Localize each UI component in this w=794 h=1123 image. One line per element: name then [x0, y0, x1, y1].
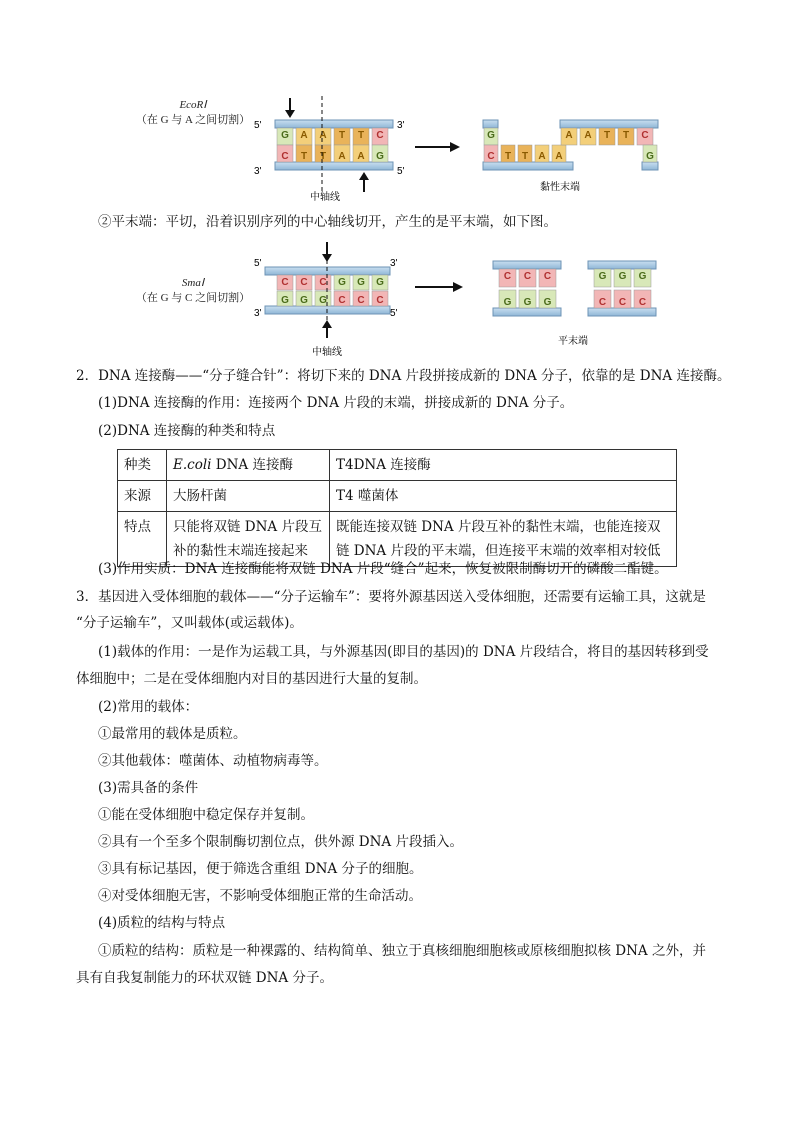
base-letter: C	[376, 130, 384, 141]
base-g	[539, 290, 556, 308]
table-cell: T4 噬菌体	[330, 481, 677, 512]
ecori-note: （在 G 与 A 之间切割）	[135, 114, 251, 126]
s2-item-3: (3)作用实质：DNA 连接酶能将双链 DNA 片段“缝合”起来，恢复被限制酶切开的磷酸二酯键。	[98, 561, 668, 577]
smai-top-cut-arrow	[322, 242, 332, 262]
base-letter: G	[638, 271, 647, 282]
ecori-top-cut-arrow	[285, 98, 295, 118]
table-cell: 种类	[118, 450, 167, 481]
base-letter: C	[598, 297, 607, 308]
section-2-title: 2．DNA 连接酶——“分子缝合针”：将切下来的 DNA 片段拼接成新的 DNA 分子，依靠的是 DNA 连接酶。	[76, 368, 731, 384]
base-a	[353, 145, 369, 162]
s3-item-2: (2)常用的载体：	[98, 699, 199, 715]
ecori-frag-right-top	[560, 120, 658, 128]
ecori-3p-top: 3'	[397, 120, 405, 131]
base-c	[372, 128, 388, 145]
base-letter: C	[281, 151, 289, 162]
base-a	[334, 145, 350, 162]
base-g	[594, 269, 611, 287]
base-t	[353, 128, 369, 145]
ecori-bottom-cut-arrow	[359, 172, 369, 192]
base-letter: T	[319, 151, 327, 162]
base-letter: A	[300, 130, 308, 141]
base-c	[372, 291, 388, 306]
section-3-title-b: “分子运输车”，又叫载体(或运载体)。	[76, 615, 303, 631]
smai-name: SmaⅠ	[181, 277, 205, 289]
base-letter: A	[555, 151, 563, 162]
base-g	[499, 290, 516, 308]
s3-item-4: (4)质粒的结构与特点	[98, 915, 226, 931]
s3-item-3b: ②具有一个至多个限制酶切割位点，供外源 DNA 片段插入。	[98, 834, 463, 850]
smai-note: （在 G 与 C 之间切割）	[135, 292, 251, 304]
table-row	[118, 450, 677, 481]
base-letter: C	[641, 130, 649, 141]
table-row	[118, 481, 677, 512]
s2-item-2: (2)DNA 连接酶的种类和特点	[98, 423, 276, 439]
base-c	[499, 269, 516, 287]
base-letter: A	[565, 130, 573, 141]
base-letter: G	[376, 277, 384, 288]
smai-3p-top: 3'	[390, 258, 398, 269]
ecoli-rest: DNA 连接酶	[211, 457, 293, 473]
base-a	[552, 145, 566, 162]
s3-item-2b: ②其他载体：噬菌体、动植物病毒等。	[98, 753, 328, 769]
base-letter: G	[543, 297, 552, 308]
base-letter: A	[338, 151, 346, 162]
base-t	[501, 145, 515, 162]
s3-item-3: (3)需具备的条件	[98, 780, 199, 796]
s2-item-1: (1)DNA 连接酶的作用：连接两个 DNA 片段的末端，拼接成新的 DNA 分子。	[98, 395, 574, 411]
base-c	[277, 145, 293, 162]
base-t	[315, 145, 331, 162]
base-t	[296, 145, 312, 162]
base-c	[539, 269, 556, 287]
base-t	[618, 128, 634, 145]
base-c	[353, 291, 369, 306]
table-cell: 大肠杆菌	[167, 481, 330, 512]
smai-result-label: 平末端	[558, 336, 588, 347]
base-letter: C	[319, 277, 327, 288]
base-letter: G	[598, 271, 607, 282]
base-g	[634, 269, 651, 287]
ecori-frag-left-bottom	[483, 162, 573, 170]
base-letter: T	[603, 130, 611, 141]
table-cell: T4DNA 连接酶	[330, 450, 677, 481]
base-letter: T	[300, 151, 308, 162]
base-g	[315, 291, 331, 306]
table-cell	[167, 450, 330, 481]
base-g	[519, 290, 536, 308]
base-letter: T	[521, 151, 529, 162]
base-letter: C	[543, 271, 552, 282]
base-letter: G	[503, 297, 512, 308]
s3-item-4a: ①质粒的结构：质粒是一种裸露的、结构简单、独立于真核细胞细胞核或原核细胞拟核 DNA 之外，并	[98, 943, 706, 959]
smai-axis-label: 中轴线	[312, 347, 342, 358]
base-a	[535, 145, 549, 162]
smai-3p-bot: 3'	[254, 308, 262, 319]
s3-item-3d: ④对受体细胞无害，不影响受体细胞正常的生命活动。	[98, 888, 422, 904]
base-letter: G	[523, 297, 532, 308]
base-c	[334, 291, 350, 306]
base-c	[296, 275, 312, 290]
s3-item-1a: (1)载体的作用：一是作为运载工具，与外源基因(即目的基因)的 DNA 片段结合，将目的基因转移到受	[98, 644, 709, 660]
smai-bottom-cut-arrow	[322, 320, 332, 338]
base-c	[315, 275, 331, 290]
base-letter: G	[487, 130, 495, 141]
ecori-process-arrow	[415, 142, 460, 152]
base-letter: T	[504, 151, 512, 162]
section-3-title-a: 3．基因进入受体细胞的载体——“分子运输车”：要将外源基因送入受体细胞，还需要有运输工具，这就是	[76, 589, 706, 605]
base-g	[277, 291, 293, 306]
base-t	[334, 128, 350, 145]
ecori-result-label: 黏性末端	[540, 182, 580, 193]
s3-item-1b: 体细胞中；二是在受体细胞内对目的基因进行大量的复制。	[76, 671, 427, 687]
ecori-axis-label: 中轴线	[310, 192, 340, 202]
ecori-bottom-backbone	[275, 162, 393, 170]
base-g	[372, 145, 388, 162]
table-cell: 既能连接双链 DNA 片段互补的黏性末端，也能连接双链 DNA 片段的平末端，但连接平末端的效率相对较低	[330, 512, 677, 567]
base-letter: A	[319, 130, 327, 141]
smai-5p-top: 5'	[254, 258, 262, 269]
base-letter: T	[338, 130, 346, 141]
smai-process-arrow	[415, 282, 463, 292]
ecori-diagram	[240, 92, 680, 202]
base-g	[296, 291, 312, 306]
base-g	[353, 275, 369, 290]
base-g	[643, 145, 657, 162]
base-g	[277, 128, 293, 145]
base-g	[614, 269, 631, 287]
base-letter: G	[646, 151, 654, 162]
base-c	[614, 290, 631, 308]
ecori-top-backbone	[275, 120, 393, 128]
base-a	[315, 128, 331, 145]
ecoli-italic: E.coli	[173, 457, 212, 473]
base-letter: C	[357, 295, 365, 306]
base-letter: T	[622, 130, 630, 141]
base-letter: G	[338, 277, 346, 288]
text-blunt-end: ②平末端：平切，沿着识别序列的中心轴线切开，产生的是平末端，如下图。	[98, 214, 557, 230]
base-letter: G	[376, 151, 384, 162]
ligase-table	[117, 449, 677, 567]
smai-frag-right-top	[588, 261, 656, 269]
smai-diagram	[240, 240, 680, 360]
base-c	[484, 145, 498, 162]
smai-5p-bot: 5'	[390, 308, 398, 319]
base-a	[580, 128, 596, 145]
base-a	[561, 128, 577, 145]
s3-item-3c: ③具有标记基因，便于筛选含重组 DNA 分子的细胞。	[98, 861, 423, 877]
base-letter: G	[319, 295, 327, 306]
base-letter: A	[538, 151, 546, 162]
base-letter: G	[618, 271, 627, 282]
base-letter: G	[357, 277, 365, 288]
base-letter: C	[638, 297, 647, 308]
smai-frag-left-bottom	[493, 308, 561, 316]
base-letter: C	[503, 271, 512, 282]
s3-item-3a: ①能在受体细胞中稳定保存并复制。	[98, 807, 314, 823]
ecori-frag-right-bottom	[642, 162, 658, 170]
ecori-3p-bot: 3'	[254, 166, 262, 177]
table-cell: 来源	[118, 481, 167, 512]
base-letter: C	[618, 297, 627, 308]
base-letter: C	[487, 151, 495, 162]
base-c	[594, 290, 611, 308]
base-letter: C	[523, 271, 532, 282]
base-a	[296, 128, 312, 145]
base-letter: G	[300, 295, 308, 306]
ecori-frag-left-top	[483, 120, 498, 128]
base-g	[372, 275, 388, 290]
base-g	[484, 128, 498, 145]
base-letter: G	[281, 295, 289, 306]
s3-item-2a: ①最常用的载体是质粒。	[98, 726, 247, 742]
base-letter: C	[338, 295, 346, 306]
smai-frag-left-top	[493, 261, 561, 269]
base-letter: G	[281, 130, 289, 141]
base-letter: A	[584, 130, 592, 141]
base-c	[634, 290, 651, 308]
base-c	[637, 128, 653, 145]
s3-item-4b: 具有自我复制能力的环状双链 DNA 分子。	[76, 970, 333, 986]
ecori-name: EcoRⅠ	[179, 99, 207, 111]
smai-frag-right-bottom	[588, 308, 656, 316]
base-letter: C	[300, 277, 308, 288]
base-g	[334, 275, 350, 290]
base-letter: C	[376, 295, 384, 306]
ecori-5p-bot: 5'	[397, 166, 405, 177]
base-letter: A	[357, 151, 365, 162]
base-c	[519, 269, 536, 287]
table-cell: 特点	[118, 512, 167, 567]
base-c	[277, 275, 293, 290]
base-letter: C	[281, 277, 289, 288]
base-letter: T	[357, 130, 365, 141]
base-t	[518, 145, 532, 162]
ecori-5p-top: 5'	[254, 120, 262, 131]
base-t	[599, 128, 615, 145]
table-cell: 只能将双链 DNA 片段互补的黏性末端连接起来	[167, 512, 330, 567]
